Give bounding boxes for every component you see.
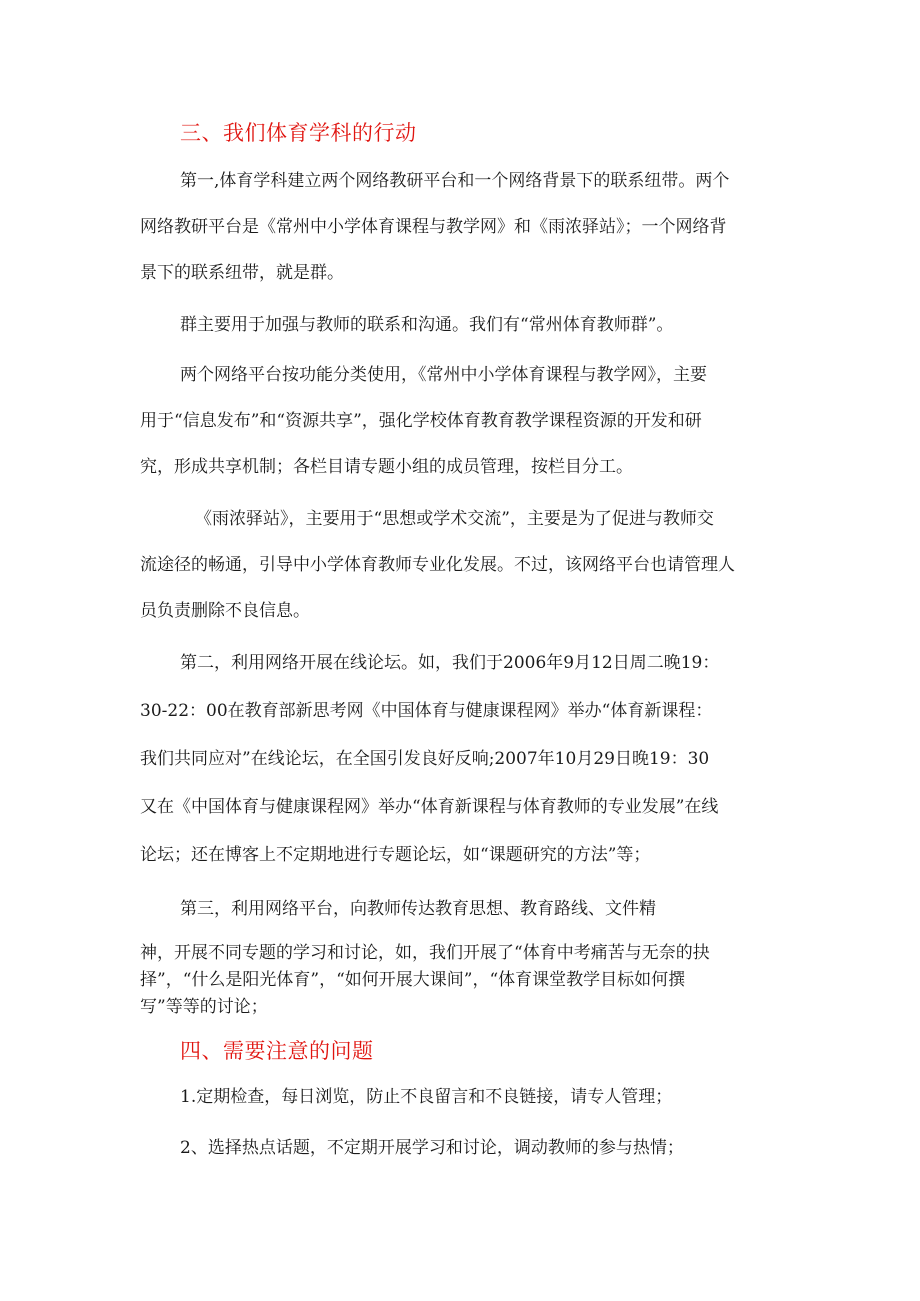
section-3-heading: 三、我们体育学科的行动: [180, 121, 417, 145]
paragraph-5-line-2: 30-22：00在教育部新思考网《中国体育与健康课程网》举办“体育新课程：: [140, 701, 713, 721]
paragraph-6-line-2: 神，开展不同专题的学习和讨论，如，我们开展了“体育中考痛苦与无奈的抉: [140, 943, 710, 963]
paragraph-3-line-3: 究，形成共享机制；各栏目请专题小组的成员管理，按栏目分工。: [140, 457, 633, 477]
paragraph-3-line-2: 用于“信息发布”和“资源共享”，强化学校体育教育教学课程资源的开发和研: [140, 411, 702, 431]
paragraph-2-line-1: 群主要用于加强与教师的联系和沟通。我们有“常州体育教师群”。: [180, 315, 674, 335]
paragraph-6-line-3: 择”，“什么是阳光体育”，“如何开展大课间”，“体育课堂教学目标如何撰: [140, 970, 686, 990]
paragraph-6-line-4: 写”等等的讨论；: [140, 997, 268, 1017]
paragraph-5-line-5: 论坛；还在博客上不定期地进行专题论坛，如“课题研究的方法”等；: [140, 845, 651, 865]
paragraph-3-line-1: 两个网络平台按功能分类使用，《常州中小学体育课程与教学网》，主要: [180, 365, 707, 385]
list-item-1: 1.定期检查，每日浏览，防止不良留言和不良链接，请专人管理；: [180, 1087, 673, 1107]
paragraph-4-line-2: 流途径的畅通，引导中小学体育教师专业化发展。不过，该网络平台也请管理人: [140, 555, 735, 575]
paragraph-4-line-3: 员负责删除不良信息。: [140, 601, 310, 621]
paragraph-5-line-1: 第二，利用网络开展在线论坛。如，我们于2006年9月12日周二晚19：: [180, 653, 720, 673]
list-item-2: 2、选择热点话题，不定期开展学习和讨论，调动教师的参与热情；: [180, 1138, 684, 1158]
paragraph-5-line-4: 又在《中国体育与健康课程网》举办“体育新课程与体育教师的专业发展”在线: [140, 797, 719, 817]
paragraph-6-line-1: 第三，利用网络平台，向教师传达教育思想、教育路线、文件精: [180, 899, 656, 919]
paragraph-4-line-1: 《雨浓驿站》，主要用于“思想或学术交流”，主要是为了促进与教师交: [195, 509, 714, 529]
paragraph-1-line-3: 景下的联系纽带，就是群。: [140, 263, 344, 283]
paragraph-1-line-1: 第一,体育学科建立两个网络教研平台和一个网络背景下的联系纽带。两个: [180, 171, 730, 191]
paragraph-1-line-2: 网络教研平台是《常州中小学体育课程与教学网》和《雨浓驿站》；一个网络背: [140, 217, 727, 237]
paragraph-5-line-3: 我们共同应对”在线论坛，在全国引发良好反响;2007年10月29日晚19：30: [140, 749, 710, 769]
section-4-heading: 四、需要注意的问题: [180, 1039, 374, 1063]
